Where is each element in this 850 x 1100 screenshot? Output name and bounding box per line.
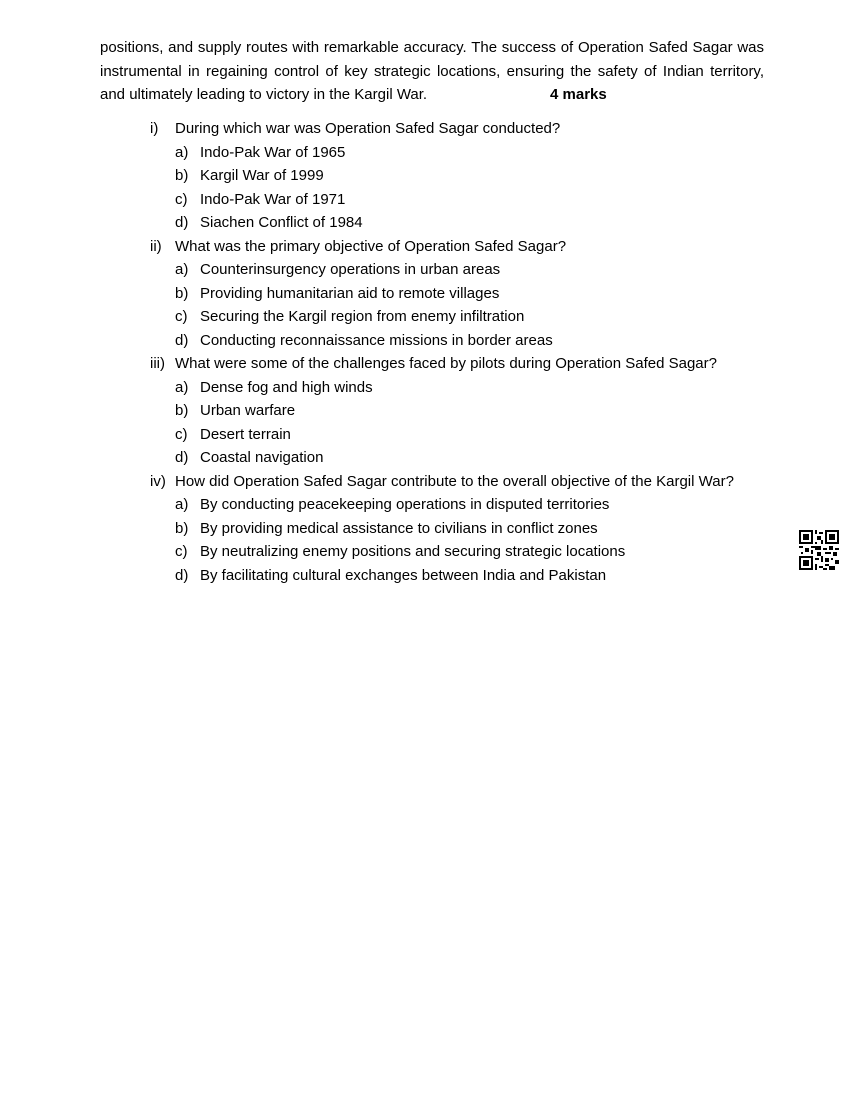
question xyxy=(150,117,790,141)
question-text: How did Operation Safed Sagar contribute to the overall objective of the Kargil War? xyxy=(175,472,734,490)
option-letter: a) xyxy=(175,496,189,513)
option xyxy=(150,564,790,588)
option-letter: c) xyxy=(175,543,188,560)
question-text: What were some of the challenges faced by pilots during Operation Safed Sagar? xyxy=(175,355,717,372)
option-letter: b) xyxy=(175,284,189,302)
option-text: Counterinsurgency operations in urban areas xyxy=(200,261,501,278)
option xyxy=(150,399,790,423)
question xyxy=(150,235,790,259)
option-text: Providing humanitarian aid to remote villages xyxy=(200,284,500,302)
option xyxy=(150,540,790,564)
intro-line: and ultimately leading to victory in the Kargil War. xyxy=(100,86,428,103)
option-text: Coastal navigation xyxy=(200,449,324,466)
option-text: Indo-Pak War of 1965 xyxy=(200,143,346,161)
option-letter: b) xyxy=(175,167,189,184)
option-text: Securing the Kargil region from enemy infiltration xyxy=(200,308,525,325)
option-letter: d) xyxy=(175,214,189,231)
option xyxy=(150,282,790,306)
qr-code-icon xyxy=(799,530,839,570)
question xyxy=(150,470,790,494)
intro-paragraph xyxy=(100,36,764,107)
option xyxy=(150,305,790,329)
option-text: By providing medical assistance to civilians in conflict zones xyxy=(200,519,598,537)
question-number: i) xyxy=(150,120,159,137)
option-text: By neutralizing enemy positions and securing strategic locations xyxy=(200,543,626,560)
option xyxy=(150,188,790,212)
intro-line: instrumental in regaining control of key strategic locations, ensuring the safety of Indian territory, xyxy=(100,62,764,80)
question-number: iii) xyxy=(150,355,165,372)
option xyxy=(150,211,790,235)
option xyxy=(150,141,790,165)
option xyxy=(150,446,790,470)
option-text: By facilitating cultural exchanges between India and Pakistan xyxy=(200,566,607,584)
option-letter: a) xyxy=(175,143,189,161)
option xyxy=(150,258,790,282)
question-number: ii) xyxy=(150,237,162,255)
option-letter: b) xyxy=(175,402,189,419)
option xyxy=(150,493,790,517)
question-text: What was the primary objective of Operation Safed Sagar? xyxy=(175,237,567,255)
marks-label: 4 marks xyxy=(550,86,607,103)
option-letter: d) xyxy=(175,449,189,466)
option-letter: b) xyxy=(175,519,189,537)
intro-line: positions, and supply routes with remarkable accuracy. The success of Operation Safed Sagar was xyxy=(100,39,764,56)
option-text: Conducting reconnaissance missions in border areas xyxy=(200,331,553,349)
option-letter: c) xyxy=(175,425,188,443)
option-text: Dense fog and high winds xyxy=(200,378,373,396)
option-text: Desert terrain xyxy=(200,425,291,443)
question-text: During which war was Operation Safed Sagar conducted? xyxy=(175,120,561,137)
question xyxy=(150,352,790,376)
option-text: Kargil War of 1999 xyxy=(200,167,324,184)
option xyxy=(150,376,790,400)
option-text: Urban warfare xyxy=(200,402,296,419)
option-letter: d) xyxy=(175,331,189,349)
option xyxy=(150,517,790,541)
option-text: Indo-Pak War of 1971 xyxy=(200,190,346,208)
question-list xyxy=(150,117,790,587)
option xyxy=(150,329,790,353)
option-letter: c) xyxy=(175,190,188,208)
option xyxy=(150,164,790,188)
option-letter: c) xyxy=(175,308,188,325)
option-letter: a) xyxy=(175,261,189,278)
option-text: Siachen Conflict of 1984 xyxy=(200,214,363,231)
option-letter: d) xyxy=(175,566,189,584)
option xyxy=(150,423,790,447)
question-number: iv) xyxy=(150,472,166,490)
option-text: By conducting peacekeeping operations in disputed territories xyxy=(200,496,610,513)
option-letter: a) xyxy=(175,378,189,396)
